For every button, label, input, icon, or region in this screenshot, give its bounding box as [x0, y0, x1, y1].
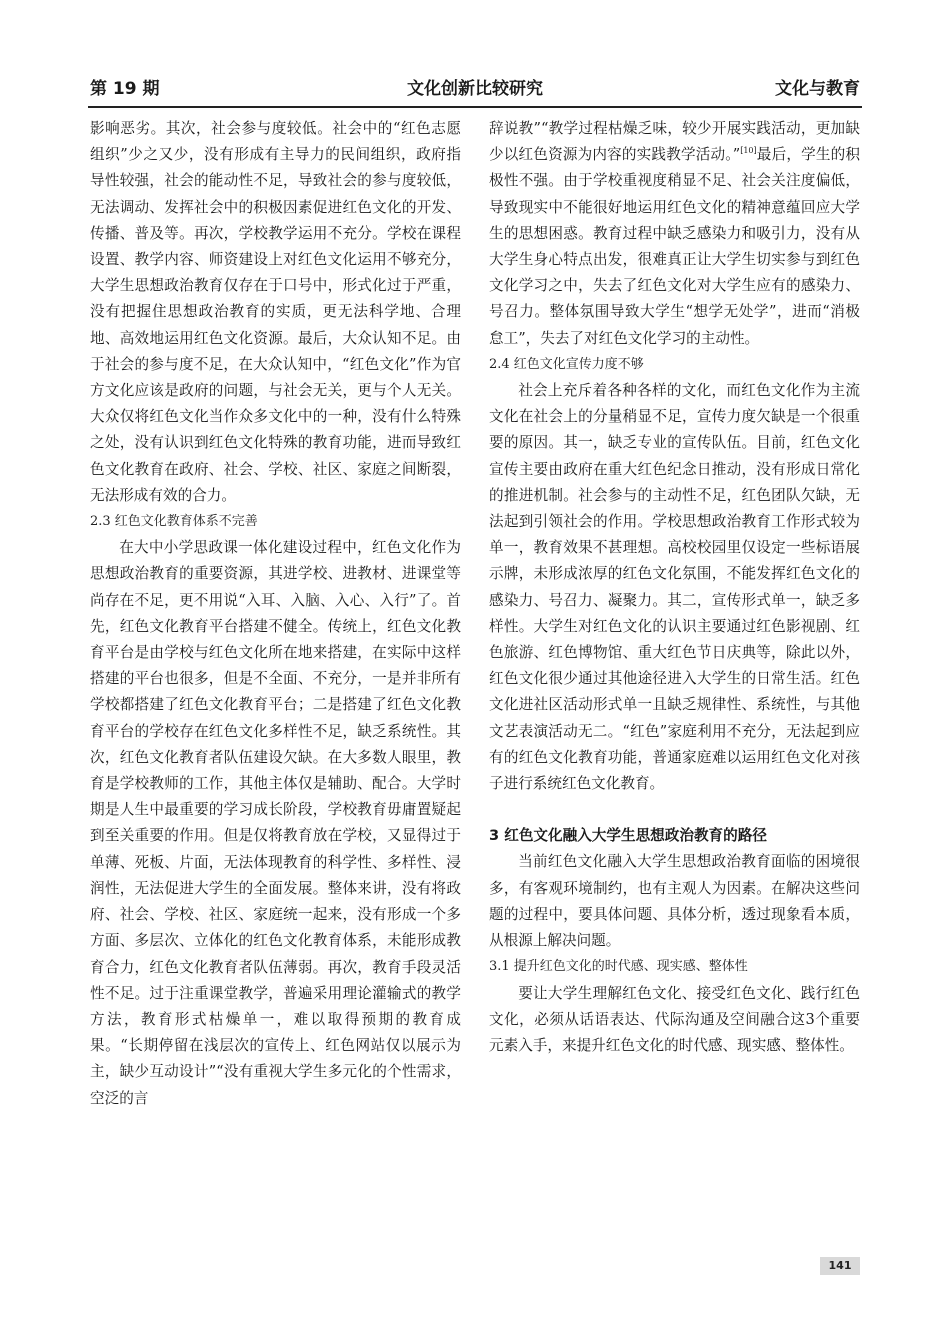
paragraph-intro: 影响恶劣。其次，社会参与度较低。社会中的“红色志愿组织”少之又少，没有形成有主导力的民间组织，政府指导性较强，社会的能动性不足，导致社会的参与度较低，无法调动、发挥社会中的积极因素促进红色文化的开发、传播、普及等。再次，学校教学运用不充分。学校在课程设置、教学内容、师资建设上对红色文化运用不够充分，大学生思想政治教育仅存在于口号中，形式化过于严重，没有把握住思想政治教育的实质，更无法科学地、合理地、高效地运用红色文化资源。最后，大众认知不足。由于社会的参与度不足，在大众认知中，“红色文化”作为官方文化应该是政府的问题，与社会无关，更与个人无关。大众仅将红色文化当作众多文化中的一种，没有什么特殊之处，没有认识到红色文化特殊的教育功能，进而导致红色文化教育在政府、社会、学校、社区、家庭之间断裂，无法形成有效的合力。 — [90, 120, 461, 504]
section-name: 文化与教育 — [775, 79, 860, 99]
subsection-heading-3-1: 3.1 提升红色文化的时代感、现实感、整体性 — [489, 959, 748, 975]
paragraph-2-4: 社会上充斥着各种各样的文化，而红色文化作为主流文化在社会上的分量稍显不足，宣传力度欠缺是一个很重要的原因。其一，缺乏专业的宣传队伍。目前，红色文化宣传主要由政府在重大红色纪念日推动，没有形成日常化的推进机制。社会参与的主动性不足，红色团队欠缺，无法起到引领社会的作用。学校思想政治教育工作形式较为单一，教育效果不甚理想。高校校园里仅设定一些标语展示牌，未形成浓厚的红色文化氛围，不能发挥红色文化的感染力、号召力、凝聚力。其二，宣传形式单一，缺乏多样性。大学生对红色文化的认识主要通过红色影视剧、红色旅游、红色博物馆、重大红色节日庆典等，除此以外，红色文化很少通过其他途径进入大学生的日常生活。红色文化进社区活动形式单一且缺乏规律性、系统性，与其他文艺表演活动无二。“红色”家庭利用不充分，无法起到应有的红色文化教育功能，普通家庭难以运用红色文化对孩子进行系统红色文化教育。 — [489, 382, 860, 793]
citation-marker: [10] — [740, 146, 757, 156]
subsection-heading-2-4: 2.4 红色文化宣传力度不够 — [489, 356, 644, 372]
paragraph-continued-text-2: 最后，学生的积极性不强。由于学校重视度稍显不足、社会关注度偏低，导致现实中不能很好地运用红色文化的精神意蕴回应大学生的思想困惑。教育过程中缺乏感染力和吸引力，没有从大学生身心特点出发，很难真正让大学生切实参与到红色文化学习之中，失去了红色文化对大学生应有的感染力、号召力。整体氛围导致大学生“想学无处学”，进而“消极怠工”，失去了对红色文化学习的主动性。 — [489, 146, 860, 347]
paragraph-3: 当前红色文化融入大学生思想政治教育面临的困境很多，有客观环境制约，也有主观人为因素。在解决这些问题的过程中，要具体问题、具体分析，透过现象看本质，从根源上解决问题。 — [489, 853, 860, 950]
subsection-heading-2-3: 2.3 红色文化教育体系不完善 — [90, 514, 258, 530]
paragraph-2-3: 在大中小学思政课一体化建设过程中，红色文化作为思想政治教育的重要资源，其进学校、进教材、进课堂等尚存在不足，更不用说“入耳、入脑、入心、入行”了。首先，红色文化教育平台搭建不健全。传统上，红色文化教育平台是由学校与红色文化所在地来搭建，在实际中这样搭建的平台也很多，但是不全面、不充分，一是并非所有学校都搭建了红色文化教育平台；二是搭建了红色文化教育平台的学校存在红色文化多样性不足，缺乏系统性。其次，红色文化教育者队伍建设欠缺。在大多数人眼里，教育是学校教师的工作，其他主体仅是辅助、配合。大学时期是人生中最重要的学习成长阶段，学校教育毋庸置疑起到至关重要的作用。但是仅将教育放在学校，又显得过于单薄、死板、片面，无法体现教育的科学性、多样性、浸润性，无法促进大学生的全面发展。整体来讲，没有将政府、社会、学校、社区、家庭统一起来，没有形成一个多方面、多层次、立体化的红色文化教育体系，未能形成教育合力，红色文化教育者队伍薄弱。再次，教育手段灵活性不足。过于注重课堂教学，普遍采用理论灌输式的教学方法，教育形式枯燥单一，难以取得预期的教育成果。“长期停留在浅层次的宣传上、红色网站仅以展示为主，缺少互动设计”“没有重视大学生多元化的个性需求，空泛的言 — [90, 539, 461, 1107]
page-number: 141 — [820, 1257, 860, 1275]
section-heading-3: 3 红色文化融入大学生思想政治教育的路径 — [489, 827, 767, 845]
paragraph-continued — [489, 116, 860, 352]
issue-number: 第 19 期 — [90, 79, 160, 99]
header-rule — [88, 106, 862, 108]
left-column — [90, 116, 461, 1112]
right-column — [489, 116, 860, 1059]
journal-title: 文化创新比较研究 — [407, 79, 543, 99]
paragraph-continued-text: 辞说教”“教学过程枯燥乏味，较少开展实践活动，更加缺少以红色资源为内容的实践教学活动。” — [489, 120, 860, 164]
paragraph-3-1: 要让大学生理解红色文化、接受红色文化、践行红色文化，必须从话语表达、代际沟通及空间融合这3个重要元素入手，来提升红色文化的时代感、现实感、整体性。 — [489, 984, 860, 1054]
running-header — [90, 76, 860, 106]
